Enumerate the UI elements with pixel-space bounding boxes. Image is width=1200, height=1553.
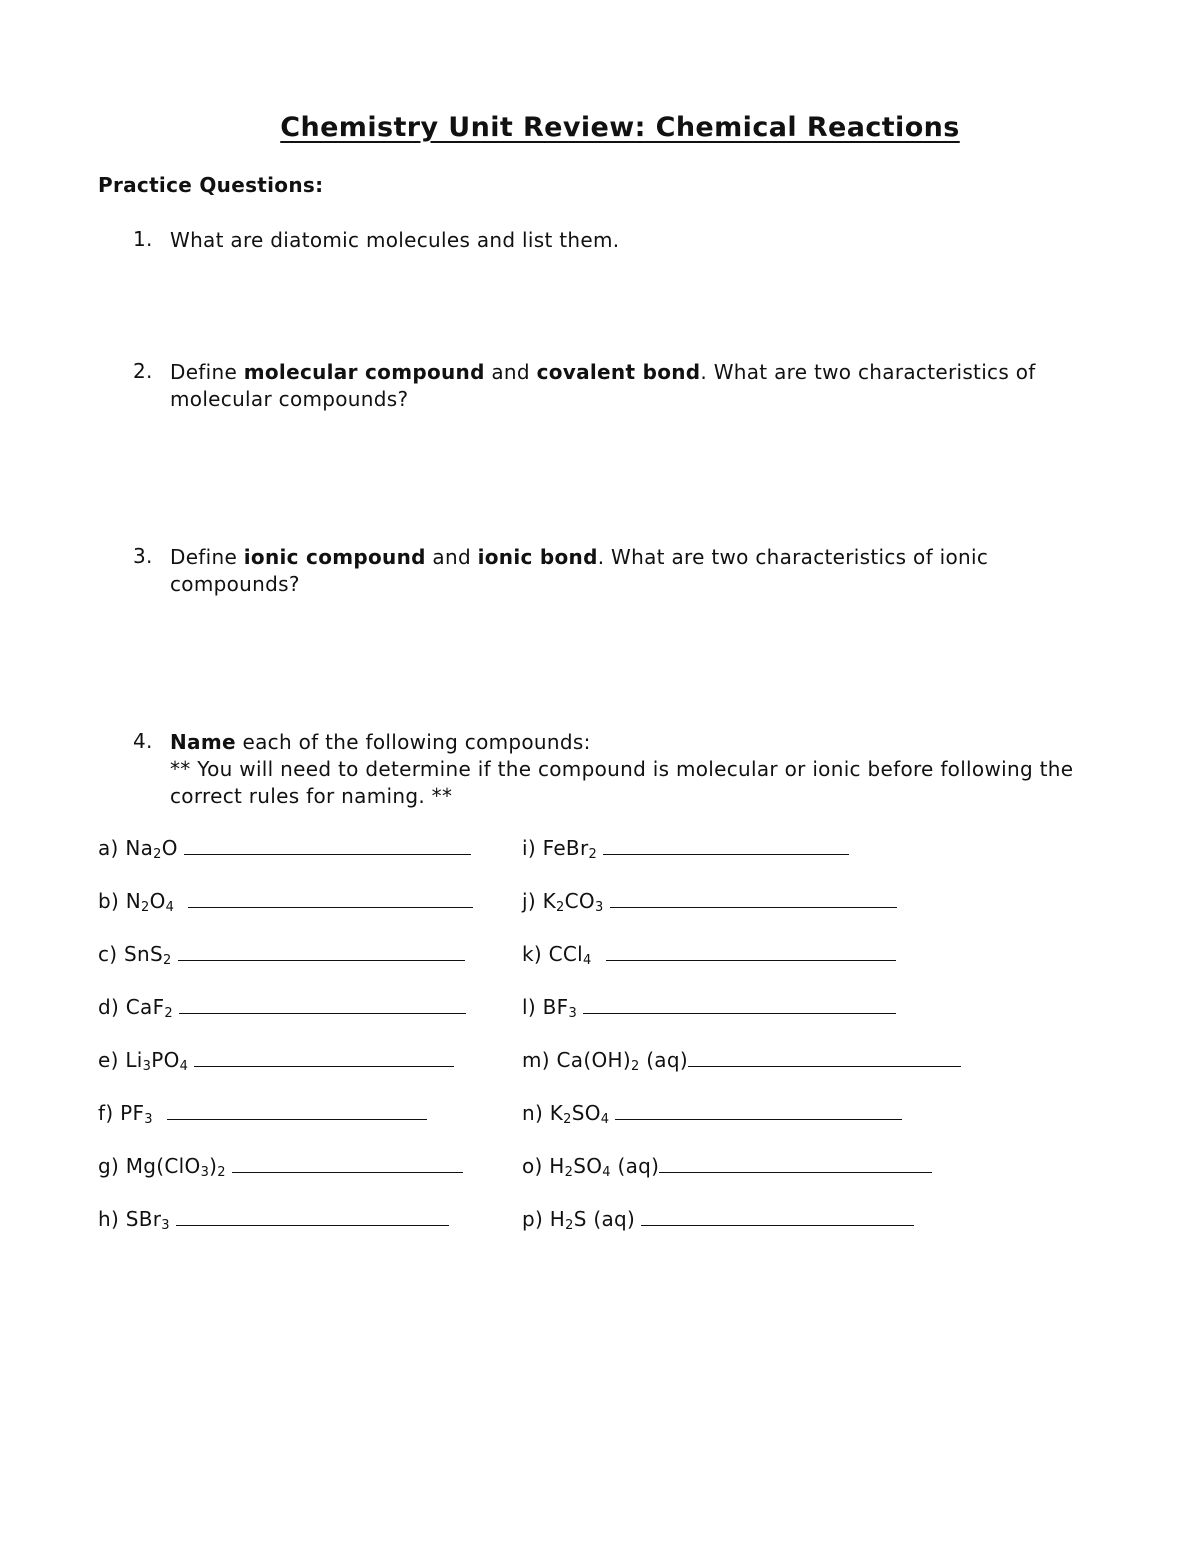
question-number: 2. xyxy=(133,359,153,383)
term-covalent-bond: covalent bond xyxy=(536,360,701,384)
answer-blank[interactable] xyxy=(194,1065,454,1067)
compound-item-g: g) $Mg(ClO_3)_2$ xyxy=(98,1154,463,1178)
answer-blank[interactable] xyxy=(606,959,896,961)
question-number: 1. xyxy=(133,227,153,251)
answer-blank[interactable] xyxy=(610,906,897,908)
section-heading: Practice Questions: xyxy=(98,173,324,197)
compound-item-a: a) $Na_2O$ xyxy=(98,836,471,860)
question-text-line-2: molecular compounds? xyxy=(170,387,409,411)
question-text-line-1: Define molecular compound and covalent bond. What are two characteristics of xyxy=(170,360,1036,384)
term-ionic-compound: ionic compound xyxy=(243,545,426,569)
compound-item-n: n) $K_2SO_4$ xyxy=(522,1101,902,1125)
answer-blank[interactable] xyxy=(583,1012,896,1014)
compound-item-c: c) SnS$_2$ xyxy=(98,942,465,966)
question-text-line-1: Define ionic compound and ionic bond. What are two characteristics of ionic xyxy=(170,545,989,569)
answer-blank[interactable] xyxy=(167,1118,427,1120)
question-text-line-2: ** You will need to determine if the compound is molecular or ionic before following the xyxy=(170,757,1074,781)
term-ionic-bond: ionic bond xyxy=(477,545,598,569)
compound-item-l: l) $BF_3$ xyxy=(522,995,896,1019)
answer-blank[interactable] xyxy=(232,1171,463,1173)
answer-blank[interactable] xyxy=(641,1224,914,1226)
compound-item-i: i) FeBr$_2$ xyxy=(522,836,849,860)
compound-item-e: e) $Li_3PO_4$ xyxy=(98,1048,454,1072)
compound-item-j: j) $K_2CO_3$ xyxy=(522,889,897,913)
term-name: Name xyxy=(170,730,236,754)
answer-blank[interactable] xyxy=(659,1171,932,1173)
answer-blank[interactable] xyxy=(178,959,465,961)
compound-item-h: h) SBr$_3$ xyxy=(98,1207,449,1231)
compound-item-f: f) $PF_3$ xyxy=(98,1101,427,1125)
compound-item-o: o) $H_2SO_4$ (aq) xyxy=(522,1154,932,1178)
compound-item-b: b) $N_2O_4$ xyxy=(98,889,473,913)
answer-blank[interactable] xyxy=(188,906,473,908)
question-number: 4. xyxy=(133,729,153,753)
page-title: Chemistry Unit Review: Chemical Reactions xyxy=(280,112,960,143)
compound-item-d: d) CaF$_2$ xyxy=(98,995,466,1019)
question-text-line-2: compounds? xyxy=(170,572,300,596)
compound-item-p: p) $H_2S$ (aq) xyxy=(522,1207,914,1231)
term-molecular-compound: molecular compound xyxy=(243,360,485,384)
question-text: What are diatomic molecules and list them. xyxy=(170,228,620,252)
answer-blank[interactable] xyxy=(176,1224,449,1226)
question-number: 3. xyxy=(133,544,153,568)
answer-blank[interactable] xyxy=(179,1012,466,1014)
compound-item-m: m) $Ca(OH)_2$ (aq) xyxy=(522,1048,961,1072)
answer-blank[interactable] xyxy=(184,853,471,855)
question-text-line-3: correct rules for naming. ** xyxy=(170,784,453,808)
question-text-line-1: Name each of the following compounds: xyxy=(170,730,591,754)
answer-blank[interactable] xyxy=(615,1118,902,1120)
answer-blank[interactable] xyxy=(603,853,849,855)
answer-blank[interactable] xyxy=(688,1065,961,1067)
compound-item-k: k) CCl$_4$ xyxy=(522,942,896,966)
